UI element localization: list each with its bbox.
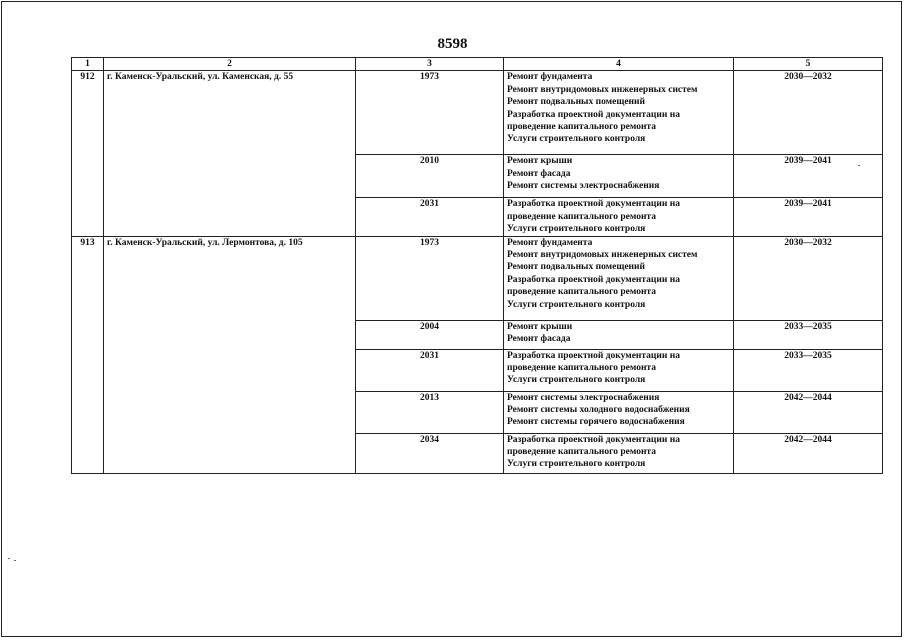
work-item: Услуги строительного контроля <box>507 134 646 145</box>
work-item: Разработка проектной документации на <box>507 109 680 120</box>
column-header: 1 <box>72 58 104 71</box>
repair-period: 2039—2041 <box>734 155 883 198</box>
repair-period: 2042—2044 <box>734 391 883 433</box>
work-item: Разработка проектной документации на <box>507 434 680 445</box>
work-item: Разработка проектной документации на <box>507 350 680 361</box>
works-list <box>504 433 734 473</box>
work-item: Разработка проектной документации на <box>507 274 680 285</box>
work-item: Услуги строительного контроля <box>507 299 646 310</box>
object-number: 912 <box>72 71 104 236</box>
object-number: 913 <box>72 236 104 473</box>
work-item: Ремонт фасада <box>507 334 571 345</box>
object-address: г. Каменск-Уральский, ул. Каменская, д. 55 <box>104 71 356 236</box>
column-header: 5 <box>734 58 883 71</box>
work-item: Ремонт системы электроснабжения <box>507 392 660 403</box>
work-item: проведение капитального ремонта <box>507 363 656 374</box>
capital-repair-table <box>71 57 883 474</box>
work-item: Ремонт крыши <box>507 321 573 332</box>
work-item: Ремонт внутридомовых инженерных систем <box>507 250 698 261</box>
commissioning-year: 2034 <box>356 433 504 473</box>
commissioning-year: 1973 <box>356 236 504 320</box>
commissioning-year: 1973 <box>356 71 504 155</box>
work-item: Ремонт системы электроснабжения <box>507 181 660 192</box>
works-list <box>504 320 734 349</box>
repair-period: 2030—2032 <box>734 236 883 320</box>
repair-period: 2033—2035 <box>734 320 883 349</box>
page-number: 8598 <box>437 36 468 52</box>
work-item: Услуги строительного контроля <box>507 224 646 235</box>
table-body <box>72 71 883 473</box>
column-header: 4 <box>504 58 734 71</box>
work-item: Ремонт фундамента <box>507 72 593 83</box>
table-header-row <box>72 58 883 71</box>
commissioning-year: 2004 <box>356 320 504 349</box>
commissioning-year: 2031 <box>356 349 504 391</box>
table-row <box>72 71 883 155</box>
object-address: г. Каменск-Уральский, ул. Лермонтова, д. 105 <box>104 236 356 473</box>
repair-period: 2039—2041 <box>734 198 883 236</box>
work-item: Ремонт системы холодного водоснабжения <box>507 405 690 416</box>
work-item: Ремонт внутридомовых инженерных систем <box>507 84 698 95</box>
commissioning-year: 2013 <box>356 391 504 433</box>
repair-period: 2033—2035 <box>734 349 883 391</box>
work-item: проведение капитального ремонта <box>507 287 656 298</box>
work-item: проведение капитального ремонта <box>507 122 656 133</box>
work-item: проведение капитального ремонта <box>507 211 656 222</box>
work-item: Разработка проектной документации на <box>507 199 680 210</box>
work-item: Ремонт фундамента <box>507 237 593 248</box>
work-item: Ремонт фасада <box>507 168 571 179</box>
work-item: Ремонт подвальных помещений <box>507 97 645 108</box>
table-row <box>72 236 883 320</box>
scan-speck <box>8 558 10 559</box>
work-item: Ремонт системы горячего водоснабжения <box>507 417 685 428</box>
works-list <box>504 236 734 320</box>
commissioning-year: 2010 <box>356 155 504 198</box>
works-list <box>504 71 734 155</box>
column-header: 3 <box>356 58 504 71</box>
work-item: Ремонт крыши <box>507 156 573 167</box>
scan-speck <box>14 560 16 561</box>
work-item: проведение капитального ремонта <box>507 447 656 458</box>
works-list <box>504 349 734 391</box>
column-header: 2 <box>104 58 356 71</box>
repair-period: 2042—2044 <box>734 433 883 473</box>
repair-period: 2030—2032 <box>734 71 883 155</box>
work-item: Ремонт подвальных помещений <box>507 262 645 273</box>
works-list <box>504 198 734 236</box>
work-item: Услуги строительного контроля <box>507 375 646 386</box>
works-list <box>504 391 734 433</box>
work-item: Услуги строительного контроля <box>507 459 646 470</box>
works-list <box>504 155 734 198</box>
commissioning-year: 2031 <box>356 198 504 236</box>
scan-speck <box>858 165 860 166</box>
